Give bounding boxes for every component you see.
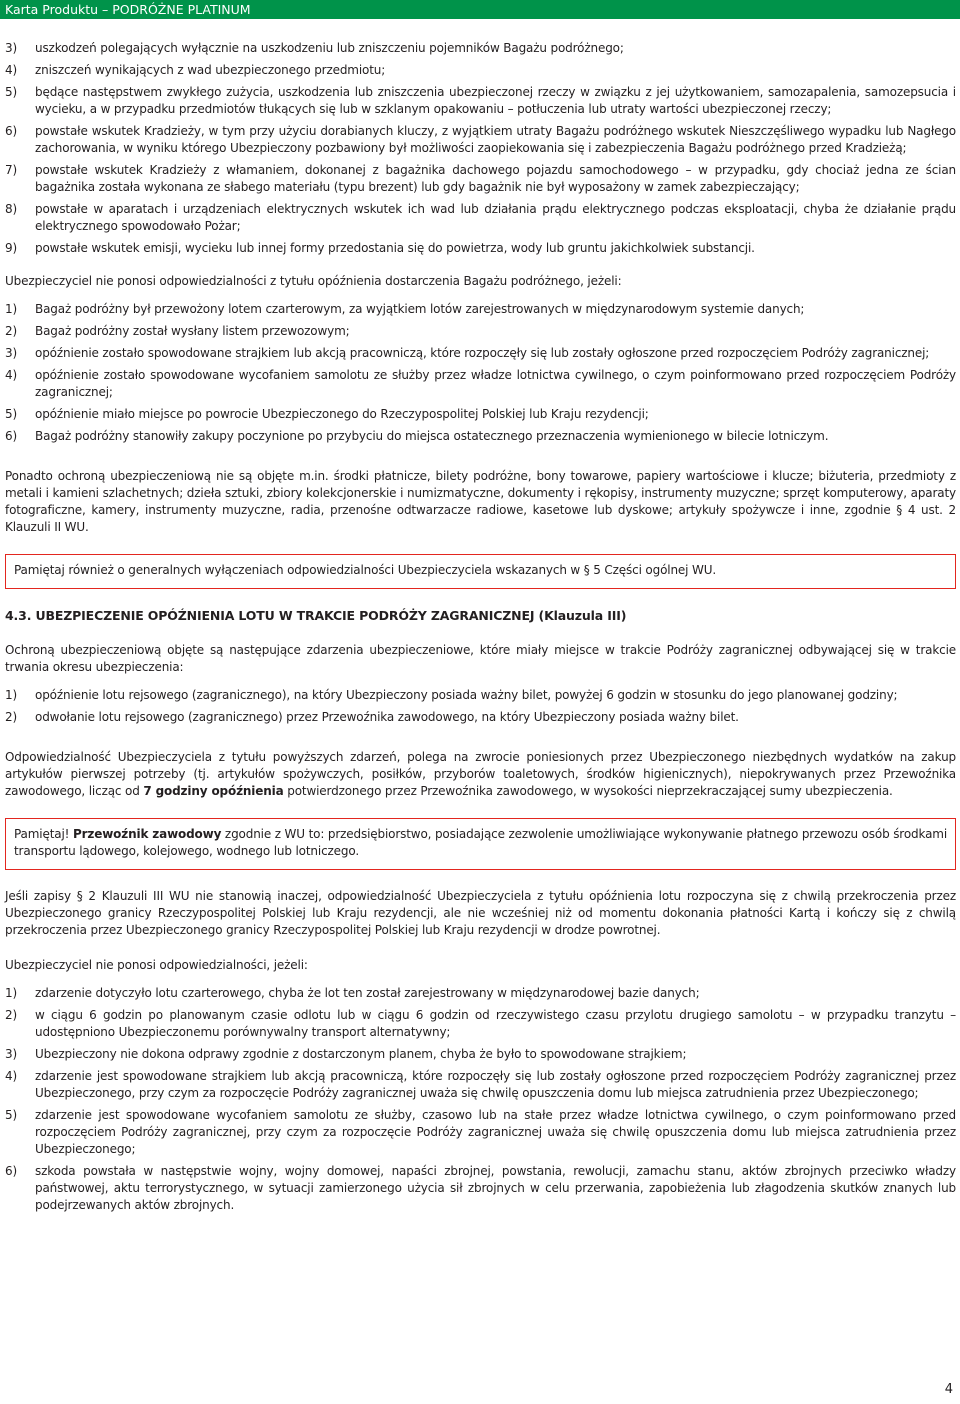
list-item — [5, 985, 956, 1002]
list-item-number: 5) — [5, 407, 18, 421]
list-item-text: w ciągu 6 godzin po planowanym czasie odlotu lub w ciągu 6 godzin od rzeczywistego czasu przylotu drugiego samolotu – w przypadku tranzytu – udostępniono Ubezpieczonemu porównywalny transport alternatywny; — [35, 1008, 956, 1039]
list-item-number: 3) — [5, 1047, 18, 1061]
list-item-text: szkoda powstała w następstwie wojny, wojny domowej, napaści zbrojnej, powstania, rewolucji, zamachu stanu, aktów zbrojnych przeciwko władzy państwowej, aktu terrorystycznego, w sytuacji zamierzonego użycia sił zbrojnych w celu przerwania, zapobieżenia lub złagodzenia skutków znanych lub podejrzewanych aktów zbrojnych. — [35, 1164, 956, 1212]
list-item-text: opóźnienie miało miejsce po powrocie Ubezpieczonego do Rzeczypospolitej Polskiej lub Kraju rezydencji; — [35, 407, 649, 421]
list-item-text: opóźnienie zostało spowodowane strajkiem lub akcją pracowniczą, które rozpoczęły się lub zostały ogłoszone przed rozpoczęciem Podróży zagranicznej; — [35, 346, 930, 360]
list-item — [5, 301, 956, 318]
list-item-number: 2) — [5, 324, 18, 338]
reminder-bold-term: Przewoźnik zawodowy — [72, 827, 222, 841]
list-item-number: 3) — [5, 346, 18, 360]
list-item-number: 7) — [5, 163, 18, 177]
list-item-number: 6) — [5, 429, 18, 443]
liability-text-after: potwierdzonego przez Przewoźnika zawodowego, w wysokości nieprzekraczającej sumy ubezpieczenia. — [283, 784, 893, 798]
list-item-text: powstałe wskutek Kradzieży, w tym przy użyciu dorabianych kluczy, z wyjątkiem utraty Bagażu podróżnego wskutek Nieszczęśliwego wypadku lub Nagłego zachorowania, w wyniku którego Ubezpieczony pozbawiony był możliwości zaopiekowania się i zabezpieczenia Bagażu podróżnego przed Kradzieżą; — [35, 124, 956, 155]
list-item — [5, 1068, 956, 1102]
list-item-text: Bagaż podróżny został wysłany listem przewozowym; — [35, 324, 350, 338]
list-item — [5, 709, 956, 726]
liability-start-paragraph: Jeśli zapisy § 2 Klauzuli III WU nie stanowią inaczej, odpowiedzialność Ubezpieczyciela z tytułu opóźnienia lotu rozpoczyna się z chwilą przekroczenia przez Ubezpieczonego granicy Rzeczypospolitej Polskiej lub Kraju rezydencji, ale nie wcześniej niż od momentu dokonania płatności Kartą i kończy się z chwilą przekroczenia przez Ubezpieczonego granicy Rzeczypospolitej Polskiej lub Kraju rezydencji w drodze powrotnej. — [5, 889, 956, 937]
list-item-number: 1) — [5, 302, 18, 316]
list-item-text: Bagaż podróżny stanowiły zakupy poczynione po przybyciu do miejsca ostatecznego przeznaczenia wymienionego w bilecie lotniczym. — [35, 429, 829, 443]
list-item — [5, 1163, 956, 1214]
list-item-text: Bagaż podróżny był przewożony lotem czarterowym, za wyjątkiem lotów zarejestrowanych w międzynarodowym systemie danych; — [35, 302, 805, 316]
list-item-number: 5) — [5, 1108, 18, 1122]
list-item-text: opóźnienie zostało spowodowane wycofaniem samolotu ze służby przez władze lotnictwa cywilnego, o czym poinformowano przed rozpoczęciem Podróży zagranicznej; — [35, 368, 956, 399]
list-item-text: uszkodzeń polegających wyłącznie na uszkodzeniu lub zniszczeniu pojemników Bagażu podróżnego; — [35, 41, 624, 55]
list-item-number: 4) — [5, 63, 18, 77]
section-heading: 4.3. UBEZPIECZENIE OPÓŹNIENIA LOTU W TRAKCIE PODRÓŻY ZAGRANICZNEJ (Klauzula III) — [5, 608, 627, 623]
reminder-box-carrier-definition — [5, 818, 956, 870]
list-item-text: odwołanie lotu rejsowego (zagranicznego) przez Przewoźnika zawodowego, na który Ubezpieczony posiada ważny bilet. — [35, 710, 739, 724]
list-item — [5, 367, 956, 401]
list-item — [5, 1007, 956, 1041]
list-item — [5, 40, 956, 57]
list-item-text: będące następstwem zwykłego zużycia, uszkodzenia lub zniszczenia ubezpieczonej rzeczy w związku z jej użytkowaniem, samozapalenia, samozepsucia i wycieku, a w przypadku przedmiotów tłukących się lub w szklanym opakowaniu – potłuczenia lub utraty wartości ubezpieczonej rzeczy; — [35, 85, 956, 116]
list-item — [5, 62, 956, 79]
list-item-text: powstałe w aparatach i urządzeniach elektrycznych wskutek ich wad lub działania prądu elektrycznego podczas eksploatacji, chyba że działanie prądu elektrycznego spowodowało Pożar; — [35, 202, 956, 233]
list-item-number: 4) — [5, 1069, 18, 1083]
list-item-number: 3) — [5, 41, 18, 55]
list-item — [5, 1107, 956, 1158]
list-item-number: 4) — [5, 368, 18, 382]
document-body — [5, 40, 956, 1219]
delay-exclusions-list — [5, 301, 956, 445]
excluded-items-paragraph: Ponadto ochroną ubezpieczeniową nie są objęte m.in. środki płatnicze, bilety podróżne, bony towarowe, papiery wartościowe i klucze; biżuteria, przedmioty z metali i kamieni szlachetnych; dzieła sztuki, zbiory kolekcjonerskie i numizmatyczne, dokumenty i rękopisy, instrumenty muzyczne; sprzęt komputerowy, aparaty fotograficzne, kamery, instrumenty muzyczne, radia, przenośne odtwarzacze radiowe, kasetowe lub dyskowe; artykuły spożywcze i inne, zgodnie § 4 ust. 2 Klauzuli II WU. — [5, 469, 956, 534]
list-item — [5, 428, 956, 445]
list-item — [5, 123, 956, 157]
list-item-text: powstałe wskutek Kradzieży z włamaniem, dokonanej z bagażnika dachowego pojazdu samochodowego – w przypadku, gdy chociaż jedna ze ścian bagażnika została wykonana ze słabego materiału (typu brezent) lub gdy bagażnik nie był wyposażony w zamek zabezpieczający; — [35, 163, 956, 194]
list-item — [5, 323, 956, 340]
list-item-number: 1) — [5, 986, 18, 1000]
exclusions-list — [5, 40, 956, 257]
list-item — [5, 406, 956, 423]
liability-text-bold: 7 godziny opóźnienia — [143, 784, 284, 798]
list-item — [5, 240, 956, 257]
list-item-number: 6) — [5, 124, 18, 138]
list-item-number: 9) — [5, 241, 18, 255]
delay-intro-paragraph: Ubezpieczyciel nie ponosi odpowiedzialności z tytułu opóźnienia dostarczenia Bagażu podróżnego, jeżeli: — [5, 274, 622, 288]
reminder-prefix: Pamiętaj! — [14, 827, 73, 841]
list-item-number: 8) — [5, 202, 18, 216]
list-item-number: 2) — [5, 710, 18, 724]
page-header — [0, 0, 960, 19]
liability-text-before: Odpowiedzialność Ubezpieczyciela z tytułu powyższych zdarzeń, polega na zwrocie poniesionych przez Ubezpieczonego niezbędnych wydatków na zakup artykułów pierwszej potrzeby (tj. artykułów spożywczych, posiłków, przyborów toaletowych, środków higienicznych), niepokrywanych przez Przewoźnika zawodowego, licząc od — [5, 750, 956, 798]
list-item-text: zdarzenie jest spowodowane strajkiem lub akcją pracowniczą, które rozpoczęły się lub zostały ogłoszone przed rozpoczęciem Podróży zagranicznej przez Ubezpieczonego, przy czym za rozpoczęcie Podróży zagranicznej uważa się chwilę opuszczenia domu lub miejsca zatrudnienia przez Ubezpieczonego; — [35, 1069, 956, 1100]
covered-events-list — [5, 687, 956, 726]
list-item-text: Ubezpieczony nie dokona odprawy zgodnie z dostarczonym planem, chyba że było to spowodowane strajkiem; — [35, 1047, 687, 1061]
no-liability-list — [5, 985, 956, 1214]
list-item-text: powstałe wskutek emisji, wycieku lub innej formy przedostania się do powietrza, wody lub gruntu jakichkolwiek substancji. — [35, 241, 755, 255]
list-item-text: zdarzenie jest spowodowane wycofaniem samolotu ze służby, czasowo lub na stałe przez władze lotnictwa cywilnego, o czym poinformowano przed rozpoczęciem Podróży zagranicznej, przy czym za rozpoczęcie Podróży zagranicznej uważa się chwilę opuszczenia domu lub miejsca zatrudnienia przez Ubezpieczonego; — [35, 1108, 956, 1156]
list-item — [5, 162, 956, 196]
reminder-box-general-exclusions — [5, 554, 956, 589]
list-item-text: zdarzenie dotyczyło lotu czarterowego, chyba że lot ten został zarejestrowany w międzynarodowej bazie danych; — [35, 986, 700, 1000]
list-item — [5, 345, 956, 362]
header-title: Karta Produktu – PODRÓŻNE PLATINUM — [5, 2, 251, 17]
reminder-definition: zgodnie z WU to: przedsiębiorstwo, posiadające zezwolenie umożliwiające wykonywanie płatnego przewozu osób środkami transportu lądowego, kolejowego, wodnego lub lotniczego. — [14, 827, 947, 858]
list-item-number: 1) — [5, 688, 18, 702]
list-item — [5, 1046, 956, 1063]
cover-intro-paragraph: Ochroną ubezpieczeniową objęte są następujące zdarzenia ubezpieczeniowe, które miały miejsce w trakcie Podróży zagranicznej odbywającej się w trakcie trwania okresu ubezpieczenia: — [5, 643, 956, 674]
page-number: 4 — [944, 1382, 953, 1397]
list-item-text: zniszczeń wynikających z wad ubezpieczonego przedmiotu; — [35, 63, 386, 77]
list-item-number: 2) — [5, 1008, 18, 1022]
list-item — [5, 201, 956, 235]
reminder-text: Pamiętaj również o generalnych wyłączeniach odpowiedzialności Ubezpieczyciela wskazanych w § 5 Części ogólnej WU. — [14, 563, 717, 577]
list-item — [5, 687, 956, 704]
list-item-text: opóźnienie lotu rejsowego (zagranicznego), na który Ubezpieczony posiada ważny bilet, powyżej 6 godzin w stosunku do jego planowanej godziny; — [35, 688, 898, 702]
list-item-number: 5) — [5, 85, 18, 99]
list-item-number: 6) — [5, 1164, 18, 1178]
liability-paragraph — [5, 749, 956, 800]
no-liability-intro: Ubezpieczyciel nie ponosi odpowiedzialności, jeżeli: — [5, 958, 308, 972]
list-item — [5, 84, 956, 118]
